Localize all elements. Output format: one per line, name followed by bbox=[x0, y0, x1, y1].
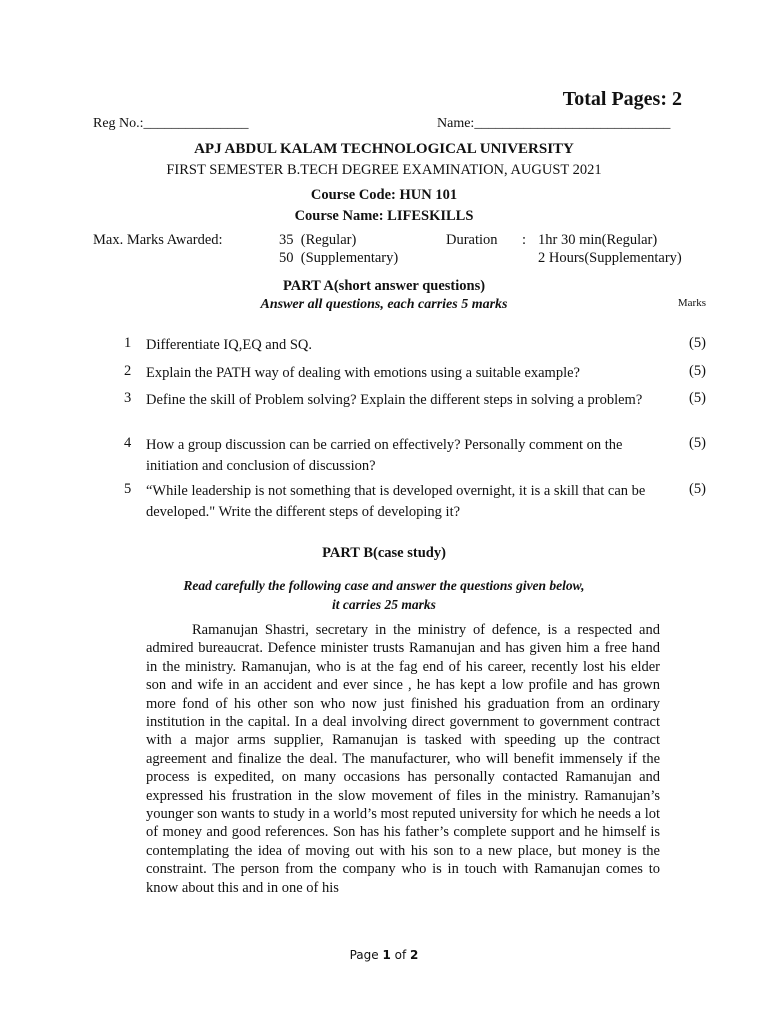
max-marks-supplementary: 50 (Supplementary) bbox=[279, 250, 399, 266]
part-b-instruction-line1: Read carefully the following case and answer the questions given below, bbox=[183, 578, 585, 593]
question-text: Differentiate IQ,EQ and SQ. bbox=[146, 337, 313, 353]
question-marks: (5) bbox=[689, 363, 706, 379]
reg-no-field: Reg No.:_______________ bbox=[93, 116, 249, 131]
question-number: 4 bbox=[124, 435, 132, 451]
duration-colon: : bbox=[522, 232, 527, 248]
question-text: How a group discussion can be carried on effectively? Personally comment on the initiation and conclusion of discussion? bbox=[146, 437, 623, 474]
marks-column-header: Marks bbox=[677, 297, 706, 309]
footer-total-pages: 2 bbox=[410, 948, 419, 962]
question-number: 5 bbox=[124, 481, 132, 497]
case-study-text bbox=[146, 621, 660, 897]
part-b-instruction bbox=[0, 576, 768, 614]
part-a-instruction: Answer all questions, each carries 5 marks bbox=[260, 297, 508, 312]
name-field: Name:____________________________ bbox=[437, 116, 671, 131]
question-marks: (5) bbox=[689, 390, 706, 406]
max-marks-label: Max. Marks Awarded: bbox=[93, 232, 223, 248]
total-pages: Total Pages: 2 bbox=[562, 88, 682, 110]
question-number: 3 bbox=[124, 390, 132, 406]
question-text: “While leadership is not something that is developed overnight, it is a skill that can be developed." Write the different steps of developing it? bbox=[146, 483, 646, 520]
question-number: 2 bbox=[124, 363, 132, 379]
question-text: Explain the PATH way of dealing with emotions using a suitable example? bbox=[146, 365, 580, 381]
part-a-heading: PART A(short answer questions) bbox=[282, 278, 486, 294]
max-marks-regular: 35 (Regular) bbox=[279, 232, 357, 248]
question-marks: (5) bbox=[689, 335, 706, 351]
question-marks: (5) bbox=[689, 481, 706, 497]
course-name: Course Name: LIFESKILLS bbox=[294, 208, 474, 224]
part-b-heading: PART B(case study) bbox=[322, 545, 446, 561]
university-title: APJ ABDUL KALAM TECHNOLOGICAL UNIVERSITY bbox=[194, 141, 574, 157]
duration-regular: 1hr 30 min(Regular) bbox=[538, 232, 658, 248]
exam-title: FIRST SEMESTER B.TECH DEGREE EXAMINATION, AUGUST 2021 bbox=[166, 162, 602, 178]
course-code: Course Code: HUN 101 bbox=[310, 187, 458, 203]
duration-supplementary: 2 Hours(Supplementary) bbox=[538, 250, 682, 266]
page-footer bbox=[0, 948, 768, 962]
footer-middle: of bbox=[390, 948, 411, 962]
part-b-instruction-line2: it carries 25 marks bbox=[332, 597, 436, 612]
footer-current-page: 1 bbox=[382, 948, 391, 962]
question-marks: (5) bbox=[689, 435, 706, 451]
question-text: Define the skill of Problem solving? Explain the different steps in solving a problem? bbox=[146, 392, 643, 408]
question-number: 1 bbox=[124, 335, 132, 351]
footer-prefix: Page bbox=[349, 948, 383, 962]
case-study-paragraph: Ramanujan Shastri, secretary in the ministry of defence, is a respected and admired bureaucrat. Defence minister trusts Ramanujan and has given him a free hand in the ministry. Ramanujan, who is at the fag end of his career, recently lost his elder son and wife in an accident and ever since , he has kept a low profile and has grown more fond of his other son who now just finished his graduation from an ordinary institution in the capital. In a deal involving direct government to government contract with a major arms supplier, Ramanujan is tasked with speeding up the contract agreement and finalize the deal. The manufacturer, who will benefit immensely if the process is expedited, on many occasions has personally contacted Ramanujan and expressed his frustration in the slow movement of files in the ministry. Ramanujan’s younger son wants to study in a world’s most reputed university for which he needs a lot of money and good references. Son has his father’s complete support and he himself is contemplating the idea of moving out with his son to a new place, but money is the constraint. The person from the company who is in touch with Ramanujan comes to know about this and in one of his bbox=[146, 622, 660, 896]
duration-label: Duration bbox=[446, 232, 498, 248]
